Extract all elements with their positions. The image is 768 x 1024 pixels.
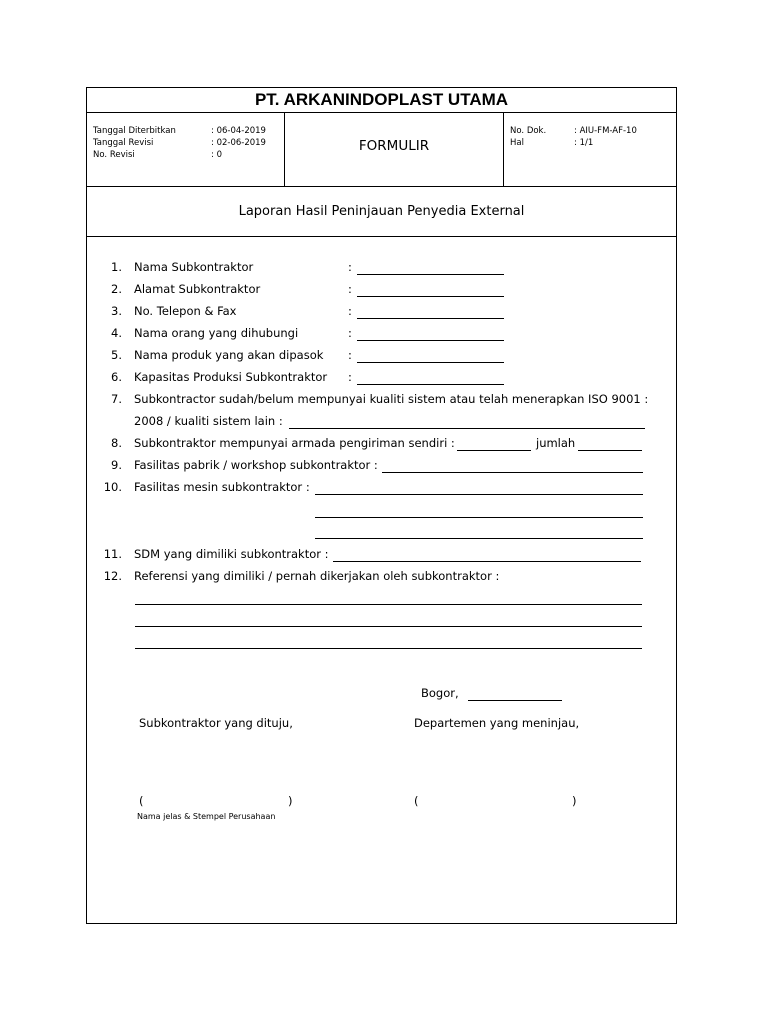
meta-value: : AIU-FM-AF-10 [574, 126, 637, 136]
item-label: Fasilitas mesin subkontraktor : [134, 480, 310, 494]
item-number: 7. [111, 392, 122, 406]
form-title: Laporan Hasil Peninjauan Penyedia External [87, 187, 676, 237]
company-title: PT. ARKANINDOPLAST UTAMA [87, 88, 676, 113]
meta-value: : 1/1 [574, 138, 594, 148]
meta-revision-no [93, 149, 284, 161]
item-label: SDM yang dimiliki subkontraktor : [134, 547, 329, 561]
item-answer-line[interactable] [357, 296, 504, 297]
item-label: No. Telepon & Fax [134, 304, 237, 318]
item-answer-line[interactable] [357, 318, 504, 319]
item-colon: : [348, 304, 352, 318]
left-signature-close-paren: ) [288, 794, 293, 808]
item-label: Kapasitas Produksi Subkontraktor [134, 370, 328, 384]
item-label: Subkontractor sudah/belum mempunyai kualiti sistem atau telah menerapkan ISO 9001 : [134, 392, 649, 406]
place-label: Bogor, [421, 686, 459, 700]
meta-value: : 0 [211, 150, 222, 160]
item-number: 2. [111, 282, 122, 296]
item-answer-line[interactable] [315, 538, 643, 539]
meta-label: Tanggal Revisi [93, 138, 154, 148]
item-label: Nama Subkontraktor [134, 260, 254, 274]
item-label: Nama produk yang akan dipasok [134, 348, 324, 362]
item-colon: : [348, 260, 352, 274]
right-signature-close-paren: ) [572, 794, 577, 808]
meta-label: Hal [510, 138, 524, 148]
date-line[interactable] [468, 700, 562, 701]
item-answer-line[interactable] [135, 626, 642, 627]
item-answer-line[interactable] [357, 340, 504, 341]
item-answer-line[interactable] [457, 450, 531, 451]
item-number: 11. [103, 547, 122, 561]
meta-label: Tanggal Diterbitkan [93, 126, 176, 136]
meta-row [87, 113, 676, 187]
right-signature-open-paren: ( [414, 794, 419, 808]
meta-value: : 02-06-2019 [211, 138, 266, 148]
item-number: 3. [111, 304, 122, 318]
item-answer-line[interactable] [382, 472, 643, 473]
item-number: 1. [111, 260, 122, 274]
form-type-label: FORMULIR [358, 138, 430, 154]
item-answer-line[interactable] [315, 517, 643, 518]
form-document [86, 87, 677, 924]
item-number: 8. [111, 436, 122, 450]
item-answer-line[interactable] [135, 604, 642, 605]
item-label: Referensi yang dimiliki / pernah dikerjakan oleh subkontraktor : [134, 569, 500, 583]
item-number: 12. [103, 569, 122, 583]
meta-label: No. Revisi [93, 150, 135, 160]
item-answer-line[interactable] [578, 450, 642, 451]
item-number: 5. [111, 348, 122, 362]
right-signatory-title: Departemen yang meninjau, [414, 716, 580, 730]
item-colon: : [348, 282, 352, 296]
item-number: 6. [111, 370, 122, 384]
item-label: Fasilitas pabrik / workshop subkontraktor : [134, 458, 378, 472]
item-colon: : [348, 370, 352, 384]
item-colon: : [348, 326, 352, 340]
meta-page [510, 137, 676, 149]
item-label: Subkontraktor mempunyai armada pengiriman sendiri : [134, 436, 455, 450]
item-label: 2008 / kualiti sistem lain : [134, 414, 283, 428]
meta-value: : 06-04-2019 [211, 126, 266, 136]
meta-revised [93, 137, 284, 149]
item-answer-line[interactable] [315, 494, 643, 495]
item-answer-line[interactable] [289, 428, 645, 429]
left-signature-caption: Nama jelas & Stempel Perusahaan [137, 812, 276, 821]
item-label: Nama orang yang dihubungi [134, 326, 299, 340]
form-type [285, 113, 504, 186]
item-label-jumlah: jumlah [536, 436, 576, 450]
item-number: 10. [103, 480, 122, 494]
item-answer-line[interactable] [357, 384, 504, 385]
item-answer-line[interactable] [135, 648, 642, 649]
meta-doc-no [510, 125, 676, 137]
left-signatory-title: Subkontraktor yang dituju, [139, 716, 293, 730]
meta-issued [93, 125, 284, 137]
left-signature-open-paren: ( [139, 794, 144, 808]
item-number: 4. [111, 326, 122, 340]
item-colon: : [348, 348, 352, 362]
item-answer-line[interactable] [357, 362, 504, 363]
issue-info [87, 113, 285, 186]
item-answer-line[interactable] [333, 561, 641, 562]
item-number: 9. [111, 458, 122, 472]
doc-info [504, 113, 676, 186]
meta-label: No. Dok. [510, 126, 547, 136]
item-label: Alamat Subkontraktor [134, 282, 261, 296]
item-answer-line[interactable] [357, 274, 504, 275]
